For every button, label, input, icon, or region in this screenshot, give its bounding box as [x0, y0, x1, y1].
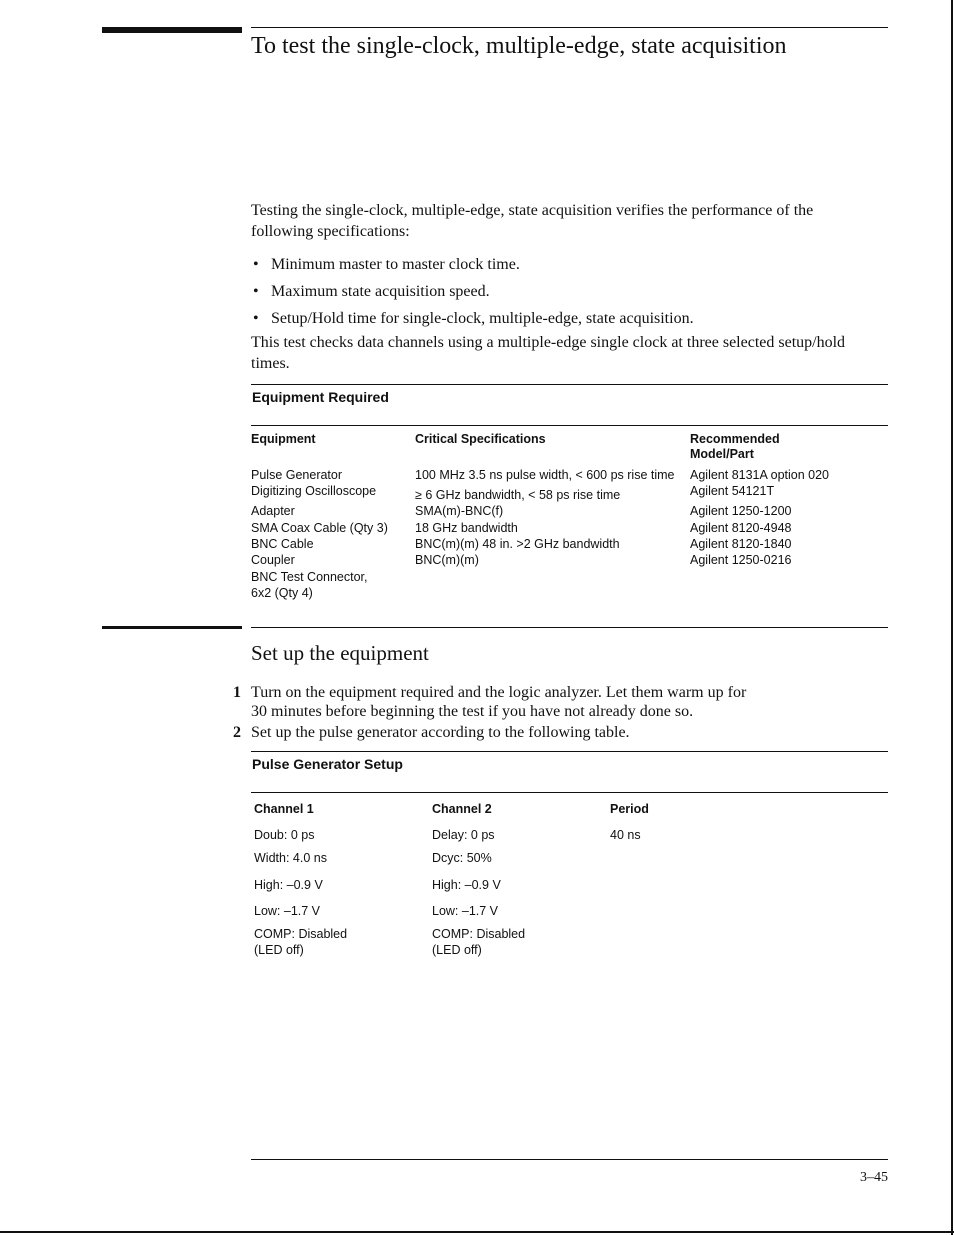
bullet-item: • Minimum master to master clock time. [253, 256, 520, 273]
equipment-table-title: Equipment Required [252, 389, 389, 405]
table-cell: Doub: 0 ps [254, 828, 315, 842]
period-header: Period [610, 802, 649, 816]
table-cell: High: –0.9 V [254, 878, 323, 892]
table-cell: Width: 4.0 ns [254, 851, 327, 865]
page-title: To test the single-clock, multiple-edge, state acquisition [251, 33, 787, 59]
table-cell: SMA Coax Cable (Qty 3) [251, 521, 388, 535]
step-number: 2 [233, 724, 241, 741]
table-cell: Coupler [251, 553, 295, 567]
table-cell: Agilent 1250-1200 [690, 504, 792, 518]
table-cell: Adapter [251, 504, 295, 518]
equipment-table-top-rule [251, 384, 888, 385]
table-cell: Agilent 1250-0216 [690, 553, 792, 567]
section-heading: Set up the equipment [251, 641, 429, 665]
table-cell: BNC(m)(m) [415, 553, 479, 567]
table-cell: Agilent 54121T [690, 484, 775, 498]
intro-paragraph: Testing the single-clock, multiple-edge, state acquisition verifies the performance of the following specifications: [251, 202, 814, 240]
table-cell: ≥ 6 GHz bandwidth, < 58 ps rise time [415, 488, 621, 502]
table-cell: BNC Cable [251, 537, 314, 551]
table-cell: (LED off) [254, 943, 304, 957]
table-cell: COMP: Disabled [254, 927, 348, 941]
table-cell: Agilent 8131A option 020 [690, 468, 830, 482]
title-rule [251, 27, 888, 28]
pulse-table-header-rule [251, 792, 888, 793]
table-cell: Pulse Generator [251, 468, 343, 482]
test-description: This test checks data channels using a multiple-edge single clock at three selected setup/hold times. [251, 334, 846, 372]
page-border-bottom [0, 1231, 954, 1233]
step-text: Turn on the equipment required and the logic analyzer. Let them warm up for 30 minutes before beginning the test if you have not already done so. [251, 684, 747, 720]
table-cell: Dcyc: 50% [432, 851, 492, 865]
table-cell: High: –0.9 V [432, 878, 501, 892]
table-cell: Low: –1.7 V [432, 904, 499, 918]
bullet-item: • Maximum state acquisition speed. [253, 283, 490, 300]
table-cell: BNC(m)(m) 48 in. >2 GHz bandwidth [415, 537, 620, 551]
equipment-header: Equipment [251, 432, 316, 446]
section-bar-top [102, 27, 242, 33]
table-cell: Agilent 8120-1840 [690, 537, 792, 551]
table-cell: 18 GHz bandwidth [415, 521, 518, 535]
table-cell: Agilent 8120-4948 [690, 521, 792, 535]
table-cell: COMP: Disabled [432, 927, 526, 941]
equipment-table-header-rule [251, 425, 888, 426]
table-cell: 6x2 (Qty 4) [251, 586, 313, 600]
table-cell: 100 MHz 3.5 ns pulse width, < 600 ps rise time [415, 468, 675, 482]
page-number: 3–45 [860, 1170, 888, 1185]
table-cell: Digitizing Oscilloscope [251, 484, 377, 498]
table-cell: SMA(m)-BNC(f) [415, 504, 504, 518]
pulse-table-title: Pulse Generator Setup [252, 756, 403, 772]
table-cell: (LED off) [432, 943, 482, 957]
table-cell: Low: –1.7 V [254, 904, 321, 918]
channel-1-header: Channel 1 [254, 802, 314, 816]
section-rule-setup [251, 627, 888, 628]
step-text: Set up the pulse generator according to the following table. [251, 724, 630, 741]
channel-2-header: Channel 2 [432, 802, 492, 816]
critical-spec-header: Critical Specifications [415, 432, 546, 446]
pulse-table-top-rule [251, 751, 888, 752]
bullet-item: • Setup/Hold time for single-clock, multiple-edge, state acquisition. [253, 310, 694, 327]
page-border-right [951, 0, 953, 1235]
table-cell: BNC Test Connector, [251, 570, 368, 584]
footer-rule [251, 1159, 888, 1160]
model-part-header: Recommended Model/Part [690, 432, 780, 461]
table-cell: 40 ns [610, 828, 641, 842]
section-bar-setup [102, 626, 242, 629]
step-number: 1 [233, 684, 241, 701]
table-cell: Delay: 0 ps [432, 828, 495, 842]
